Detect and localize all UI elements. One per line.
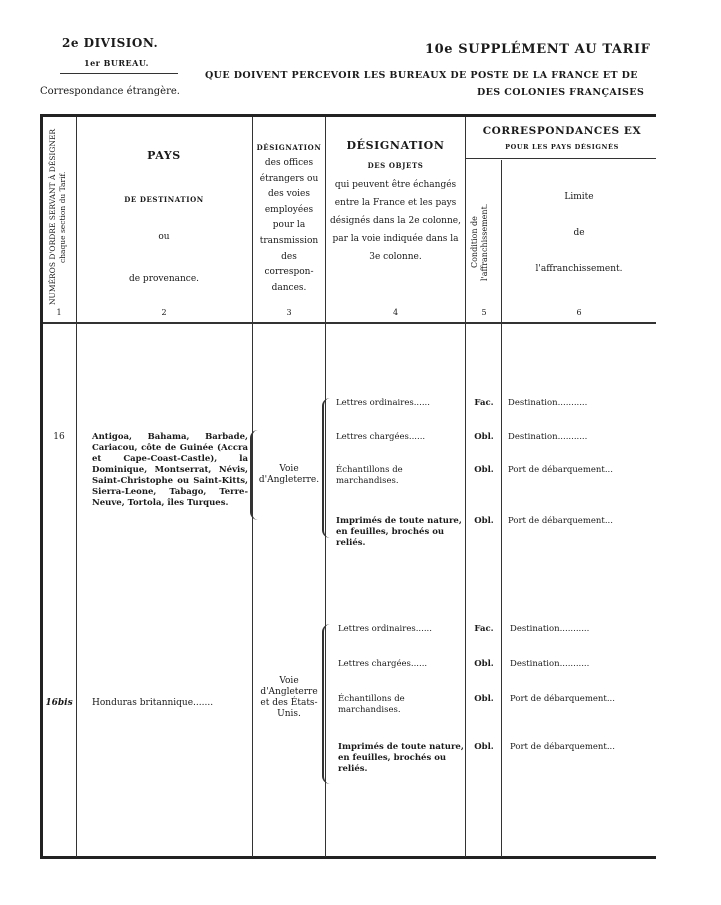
col5-header: Condition de l'affranchissement. xyxy=(470,203,489,281)
objet-cell: Lettres ordinaires...... xyxy=(336,398,430,408)
table-top-border xyxy=(40,114,656,117)
condition-cell: Obl. xyxy=(474,694,494,704)
section-voie: Voie d'Angleterre. xyxy=(258,464,320,485)
col-divider-5 xyxy=(501,160,502,857)
condition-cell: Obl. xyxy=(474,659,494,669)
col-number-3: 3 xyxy=(286,308,292,317)
table-bottom-border xyxy=(40,856,656,859)
table-left-border xyxy=(40,114,43,859)
corr-header: CORRESPONDANCES EX xyxy=(482,125,642,137)
objets-brace xyxy=(322,624,334,784)
corr-subheader: POUR LES PAYS DÉSIGNÉS xyxy=(505,143,619,151)
section-number: 16 xyxy=(53,432,65,442)
condition-cell: Fac. xyxy=(474,398,494,408)
objet-cell: Lettres ordinaires...... xyxy=(338,624,432,634)
header-rule xyxy=(60,73,178,74)
col-divider-1 xyxy=(76,117,77,857)
col2-header-destination: DE DESTINATION xyxy=(124,195,204,204)
objet-cell: Échantillons de marchandises. xyxy=(338,694,405,715)
objet-cell: Lettres chargées...... xyxy=(336,432,426,442)
col1-header: NUMÉROS D'ORDRE SERVANT À DÉSIGNER chaque section du Tarif. xyxy=(48,128,67,306)
condition-cell: Obl. xyxy=(474,465,494,475)
section-pays: Honduras britannique....... xyxy=(92,698,214,708)
limite-cell: Destination........... xyxy=(510,659,590,669)
objet-cell: Imprimés de toute nature, en feuilles, brochés ou reliés. xyxy=(336,516,462,548)
condition-cell: Obl. xyxy=(474,432,494,442)
col6-header-de: de xyxy=(573,228,585,238)
col-number-1: 1 xyxy=(56,308,62,317)
subtitle-line1: QUE DOIVENT PERCEVOIR LES BUREAUX DE POSTE DE LA FRANCE ET DE xyxy=(205,70,638,81)
page-title: 10e SUPPLÉMENT AU TARIF xyxy=(425,42,651,57)
col-number-4: 4 xyxy=(392,308,399,317)
objet-cell: Échantillons de marchandises. xyxy=(336,465,403,486)
col2-header-pays: PAYS xyxy=(147,149,181,162)
limite-cell: Port de débarquement... xyxy=(510,694,615,704)
section-pays: Antigoa, Bahama, Barbade, Cariacou, côte de Guinée (Accra et Cape-Coast-Castle), la Dominique, Montserrat, Névis, Saint-Christophe ou Saint-Kitts, Sierra-Leone, Tabago, Terre-Neuve, Tortola, îles Turques. xyxy=(92,432,248,508)
condition-cell: Obl. xyxy=(474,516,494,526)
correspondance-label: Correspondance étrangère. xyxy=(40,86,180,97)
col2-header-provenance: de provenance. xyxy=(128,274,200,284)
objets-brace xyxy=(322,398,334,538)
limite-cell: Port de débarquement... xyxy=(508,516,613,526)
division-label: 2e DIVISION. xyxy=(62,36,159,50)
objet-cell: Imprimés de toute nature, en feuilles, brochés ou reliés. xyxy=(338,742,464,774)
col2-header-ou: ou xyxy=(158,232,170,242)
limite-cell: Destination........... xyxy=(508,432,588,442)
col6-header-affranchissement: l'affranchissement. xyxy=(535,264,623,274)
corr-header-rule xyxy=(465,158,656,159)
col-number-2: 2 xyxy=(161,308,167,317)
bureau-label: 1er BUREAU. xyxy=(84,58,149,68)
col-number-5: 5 xyxy=(481,308,487,317)
subtitle-line2: DES COLONIES FRANÇAISES xyxy=(477,87,645,98)
col3-header-title: DÉSIGNATION xyxy=(256,143,322,152)
section-number: 16bis xyxy=(45,698,73,708)
col4-header-objets: DES OBJETS xyxy=(367,161,424,170)
limite-cell: Destination........... xyxy=(508,398,588,408)
objet-cell: Lettres chargées...... xyxy=(338,659,428,669)
limite-cell: Port de débarquement... xyxy=(510,742,615,752)
col4-header-title: DÉSIGNATION xyxy=(346,139,445,152)
col4-header-desc: qui peuvent être échangés entre la France et les pays désignés dans la 2e colonne, par la voie indiquée dans la 3e colonne. xyxy=(330,180,461,262)
col3-header-desc: des offices étrangers ou des voies employées pour la transmission des correspon-dances. xyxy=(259,158,319,293)
header-bottom-rule xyxy=(43,322,656,324)
col-number-6: 6 xyxy=(576,308,582,317)
limite-cell: Port de débarquement... xyxy=(508,465,613,475)
section-voie: Voie d'Angleterre et des États-Unis. xyxy=(260,676,318,719)
condition-cell: Obl. xyxy=(474,742,494,752)
condition-cell: Fac. xyxy=(474,624,494,634)
col6-header-limite: Limite xyxy=(564,192,594,202)
limite-cell: Destination........... xyxy=(510,624,590,634)
col-divider-4 xyxy=(465,117,466,857)
